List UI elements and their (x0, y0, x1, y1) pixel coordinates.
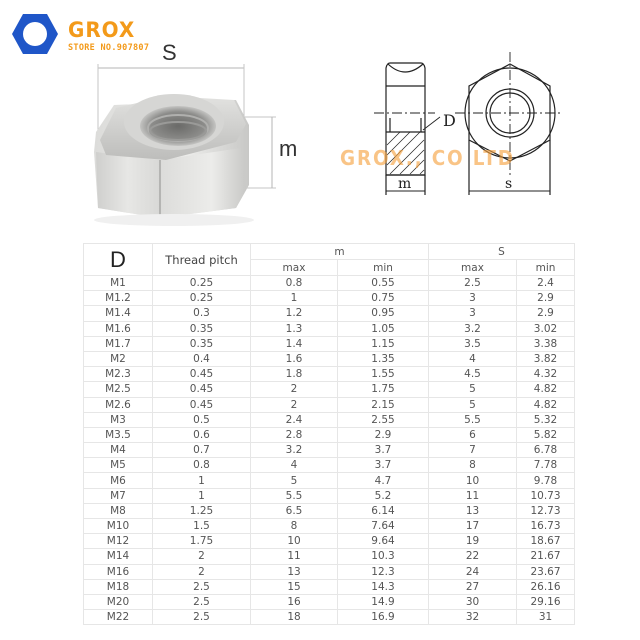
header-s-max: max (429, 260, 517, 276)
cell-pitch: 1.5 (153, 519, 251, 534)
table-row (84, 382, 575, 397)
cell-m-min: 6.14 (338, 503, 429, 518)
cell-D: M8 (84, 503, 153, 518)
cell-m-min: 0.95 (338, 306, 429, 321)
cell-s-min: 5.82 (517, 427, 575, 442)
cell-pitch: 0.45 (153, 367, 251, 382)
technical-drawing (330, 50, 560, 200)
store-number: STORE NO.907807 (68, 43, 150, 53)
cell-D: M6 (84, 473, 153, 488)
cell-m-max: 4 (251, 458, 338, 473)
table-row (84, 579, 575, 594)
table-row (84, 473, 575, 488)
table-row (84, 610, 575, 625)
cell-pitch: 0.7 (153, 443, 251, 458)
cell-pitch: 0.4 (153, 351, 251, 366)
cell-m-max: 3.2 (251, 443, 338, 458)
table-row (84, 351, 575, 366)
cell-D: M14 (84, 549, 153, 564)
cell-D: M22 (84, 610, 153, 625)
table-row (84, 519, 575, 534)
cell-m-min: 2.15 (338, 397, 429, 412)
cell-m-max: 13 (251, 564, 338, 579)
cell-pitch: 0.45 (153, 382, 251, 397)
drawing-label-m: m (398, 176, 412, 192)
cell-pitch: 1.75 (153, 534, 251, 549)
cell-s-min: 2.9 (517, 291, 575, 306)
cell-m-max: 1.8 (251, 367, 338, 382)
cell-m-max: 2.8 (251, 427, 338, 442)
cell-m-min: 5.2 (338, 488, 429, 503)
cell-pitch: 0.3 (153, 306, 251, 321)
dimension-label-s: S (162, 40, 177, 65)
cell-s-min: 21.67 (517, 549, 575, 564)
cell-s-max: 8 (429, 458, 517, 473)
cell-m-min: 4.7 (338, 473, 429, 488)
cell-pitch: 2 (153, 564, 251, 579)
cell-s-min: 18.67 (517, 534, 575, 549)
cell-D: M2.3 (84, 367, 153, 382)
brand-name: GROX (68, 18, 136, 42)
cell-pitch: 1.25 (153, 503, 251, 518)
cell-m-min: 1.15 (338, 336, 429, 351)
cell-m-min: 14.9 (338, 594, 429, 609)
header-m-max: max (251, 260, 338, 276)
cell-s-min: 26.16 (517, 579, 575, 594)
table-body (84, 276, 575, 625)
cell-m-max: 1.4 (251, 336, 338, 351)
cell-s-min: 16.73 (517, 519, 575, 534)
cell-m-max: 11 (251, 549, 338, 564)
cell-D: M10 (84, 519, 153, 534)
cell-D: M1.6 (84, 321, 153, 336)
header-d: D (84, 244, 153, 276)
cell-s-max: 3.5 (429, 336, 517, 351)
cell-D: M1.2 (84, 291, 153, 306)
cell-s-min: 2.4 (517, 276, 575, 291)
cell-pitch: 0.45 (153, 397, 251, 412)
cell-m-max: 1.6 (251, 351, 338, 366)
cell-D: M1 (84, 276, 153, 291)
cell-pitch: 0.5 (153, 412, 251, 427)
cell-m-max: 8 (251, 519, 338, 534)
cell-s-min: 3.82 (517, 351, 575, 366)
cell-s-max: 5.5 (429, 412, 517, 427)
table-row (84, 336, 575, 351)
cell-m-min: 2.9 (338, 427, 429, 442)
cell-s-min: 3.02 (517, 321, 575, 336)
cell-m-max: 6.5 (251, 503, 338, 518)
cell-D: M5 (84, 458, 153, 473)
cell-pitch: 2 (153, 549, 251, 564)
cell-D: M3 (84, 412, 153, 427)
cell-s-min: 3.38 (517, 336, 575, 351)
cell-s-min: 12.73 (517, 503, 575, 518)
cell-s-min: 4.82 (517, 382, 575, 397)
cell-D: M12 (84, 534, 153, 549)
cell-s-min: 10.73 (517, 488, 575, 503)
cell-D: M2 (84, 351, 153, 366)
cell-pitch: 0.25 (153, 291, 251, 306)
hex-nut-logo-icon (11, 12, 59, 56)
cell-pitch: 2.5 (153, 579, 251, 594)
cell-m-max: 2 (251, 382, 338, 397)
cell-pitch: 0.35 (153, 321, 251, 336)
cell-m-min: 1.35 (338, 351, 429, 366)
cell-s-max: 2.5 (429, 276, 517, 291)
cell-s-max: 3 (429, 306, 517, 321)
cell-s-max: 3 (429, 291, 517, 306)
cell-s-max: 4 (429, 351, 517, 366)
cell-m-min: 9.64 (338, 534, 429, 549)
cell-s-max: 13 (429, 503, 517, 518)
cell-pitch: 2.5 (153, 610, 251, 625)
cell-m-min: 14.3 (338, 579, 429, 594)
cell-s-min: 4.32 (517, 367, 575, 382)
cell-m-min: 16.9 (338, 610, 429, 625)
cell-s-max: 5 (429, 382, 517, 397)
cell-s-max: 19 (429, 534, 517, 549)
cell-m-max: 5 (251, 473, 338, 488)
cell-s-max: 7 (429, 443, 517, 458)
table-row (84, 503, 575, 518)
cell-s-max: 3.2 (429, 321, 517, 336)
table-row (84, 488, 575, 503)
cell-pitch: 0.6 (153, 427, 251, 442)
cell-D: M4 (84, 443, 153, 458)
cell-s-max: 17 (429, 519, 517, 534)
cell-pitch: 1 (153, 473, 251, 488)
cell-s-max: 30 (429, 594, 517, 609)
cell-m-max: 2.4 (251, 412, 338, 427)
cell-s-min: 29.16 (517, 594, 575, 609)
cell-D: M20 (84, 594, 153, 609)
table-row (84, 427, 575, 442)
header-thread-pitch: Thread pitch (153, 244, 251, 276)
cell-m-max: 1 (251, 291, 338, 306)
table-row (84, 412, 575, 427)
cell-m-max: 1.2 (251, 306, 338, 321)
cell-pitch: 0.8 (153, 458, 251, 473)
cell-m-min: 0.55 (338, 276, 429, 291)
cell-m-min: 2.55 (338, 412, 429, 427)
cell-m-min: 10.3 (338, 549, 429, 564)
cell-D: M1.7 (84, 336, 153, 351)
cell-s-max: 32 (429, 610, 517, 625)
cell-m-min: 3.7 (338, 443, 429, 458)
cell-s-min: 23.67 (517, 564, 575, 579)
cell-s-min: 2.9 (517, 306, 575, 321)
header-m-min: min (338, 260, 429, 276)
cell-s-max: 5 (429, 397, 517, 412)
cell-s-min: 7.78 (517, 458, 575, 473)
cell-s-max: 24 (429, 564, 517, 579)
header-s: S (429, 244, 575, 260)
cell-D: M18 (84, 579, 153, 594)
cell-pitch: 1 (153, 488, 251, 503)
header-s-min: min (517, 260, 575, 276)
company-watermark: GROX., CO LTD (340, 146, 515, 170)
cell-m-min: 0.75 (338, 291, 429, 306)
cell-s-min: 6.78 (517, 443, 575, 458)
cell-m-min: 12.3 (338, 564, 429, 579)
cell-D: M7 (84, 488, 153, 503)
cell-m-min: 1.75 (338, 382, 429, 397)
table-row (84, 564, 575, 579)
table-row (84, 276, 575, 291)
cell-s-min: 5.32 (517, 412, 575, 427)
cell-m-max: 18 (251, 610, 338, 625)
cell-m-max: 5.5 (251, 488, 338, 503)
cell-m-min: 1.05 (338, 321, 429, 336)
cell-m-max: 0.8 (251, 276, 338, 291)
table-row (84, 397, 575, 412)
cell-pitch: 0.35 (153, 336, 251, 351)
cell-D: M1.4 (84, 306, 153, 321)
table-row (84, 458, 575, 473)
cell-s-min: 9.78 (517, 473, 575, 488)
drawing-label-s: s (505, 176, 513, 192)
cell-D: M2.6 (84, 397, 153, 412)
cell-m-min: 7.64 (338, 519, 429, 534)
cell-m-min: 3.7 (338, 458, 429, 473)
table-row (84, 367, 575, 382)
drawing-label-d: D (443, 111, 456, 130)
cell-s-max: 4.5 (429, 367, 517, 382)
table-row (84, 549, 575, 564)
table-row (84, 306, 575, 321)
cell-D: M16 (84, 564, 153, 579)
cell-s-min: 31 (517, 610, 575, 625)
cell-m-min: 1.55 (338, 367, 429, 382)
table-row (84, 321, 575, 336)
cell-s-max: 11 (429, 488, 517, 503)
cell-pitch: 2.5 (153, 594, 251, 609)
cell-s-max: 27 (429, 579, 517, 594)
table-row (84, 291, 575, 306)
cell-m-max: 16 (251, 594, 338, 609)
cell-m-max: 10 (251, 534, 338, 549)
cell-D: M2.5 (84, 382, 153, 397)
table-row (84, 594, 575, 609)
cell-s-max: 10 (429, 473, 517, 488)
hex-nut-photo (86, 60, 276, 230)
cell-s-min: 4.82 (517, 397, 575, 412)
cell-m-max: 2 (251, 397, 338, 412)
hex-nut-spec-table (83, 243, 575, 625)
cell-pitch: 0.25 (153, 276, 251, 291)
header-m: m (251, 244, 429, 260)
cell-m-max: 1.3 (251, 321, 338, 336)
table-row (84, 534, 575, 549)
dimension-label-m: m (279, 136, 298, 161)
cell-D: M3.5 (84, 427, 153, 442)
table-row (84, 443, 575, 458)
cell-s-max: 6 (429, 427, 517, 442)
cell-s-max: 22 (429, 549, 517, 564)
cell-m-max: 15 (251, 579, 338, 594)
